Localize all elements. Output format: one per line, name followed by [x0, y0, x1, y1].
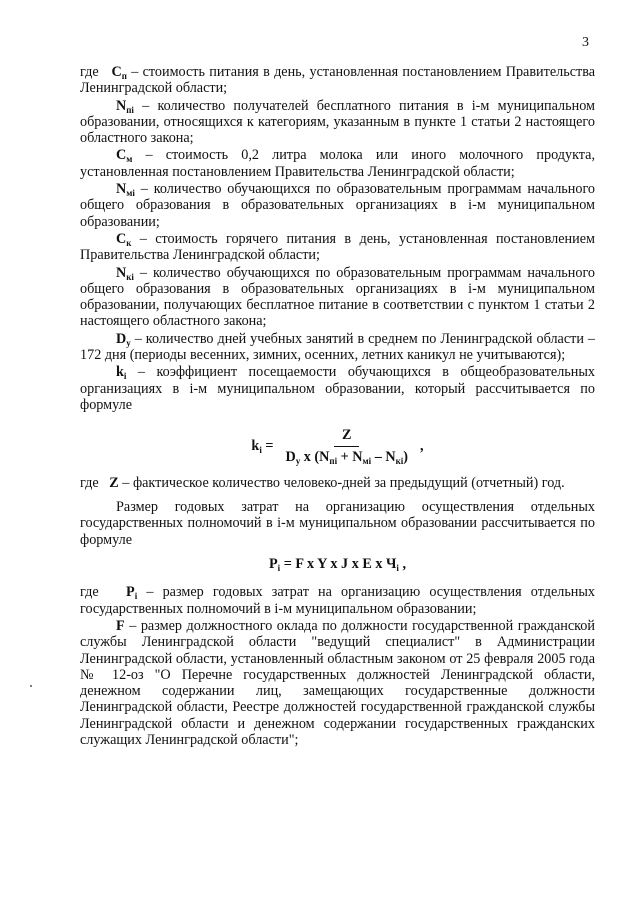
rhs-subscript: i	[396, 563, 399, 574]
equals-sign: =	[261, 437, 274, 454]
definition-text: – количество получателей бесплатного питания в i-м муниципальном образовании, относящихся к категориям, указанным в пункте 1 статьи 2 настоящего областного закона;	[80, 97, 595, 147]
subscript: пi	[126, 104, 134, 115]
subscript: i	[134, 591, 138, 602]
den-subscript: мi	[362, 455, 372, 466]
subscript: м	[126, 154, 133, 165]
where-word: где	[80, 64, 99, 80]
formula-lhs	[251, 438, 273, 454]
den-part: )	[403, 448, 409, 465]
symbol: F	[116, 617, 125, 634]
definition-npi	[80, 98, 595, 147]
definition-text: – размер годовых затрат на организацию осуществления отдельных государственных полномочий в i-м муниципальном образовании;	[80, 584, 596, 617]
symbol: N	[116, 181, 127, 198]
definition-cp	[80, 64, 595, 97]
numerator: Z	[334, 427, 359, 446]
subscript: п	[121, 71, 127, 81]
formula-ki	[80, 427, 595, 465]
definition-text: – стоимость горячего питания в день, установленная постановлением Правительства Ленинградской области;	[80, 230, 595, 264]
definition-text: – количество дней учебных занятий в среднем по Ленинградской области – 172 дня (периоды весенних, зимних, осенних, летних каникул не учитываются);	[80, 330, 595, 364]
denominator	[277, 447, 416, 465]
symbol: D	[116, 330, 127, 347]
definition-nmi	[80, 181, 595, 230]
lhs-subscript: i	[277, 563, 281, 574]
lhs-subscript: i	[259, 444, 262, 455]
symbol: P	[126, 584, 135, 601]
formula-pi	[80, 556, 595, 572]
definition-ck	[80, 231, 595, 264]
definition-text: – количество обучающихся по образовательным программам начального общего образования в образовательных организациях в i-м муниципальном образовании;	[80, 181, 595, 230]
symbol: Z	[109, 474, 119, 491]
symbol: C	[116, 147, 127, 164]
den-part: + N	[337, 448, 363, 465]
definition-text: – стоимость питания в день, установленная постановлением Правительства Ленинградской области;	[80, 64, 596, 97]
fraction	[277, 427, 416, 465]
definition-dy	[80, 331, 595, 364]
document-body	[80, 64, 595, 749]
definition-text: – фактическое количество человеко-дней за предыдущий (отчетный) год.	[118, 474, 565, 491]
definition-text: – размер должностного оклада по должности государственной гражданской службы Ленинградской области "ведущий специалист" в Администрации Ленинградской области, установленный областным законом от 25 февраля 2005 года № 12-оз "О Перечне государственных должностей Ленинградской области, денежном содержании лиц, замещающих государственные должности Ленинградской области, Реестре должностей государственной гражданской службы Ленинградской области и денежном содержании государственных гражданских служащих Ленинградской области";	[80, 617, 595, 748]
definition-pi	[80, 584, 595, 617]
subscript: к	[126, 237, 132, 248]
formula-tail: ,	[398, 556, 407, 573]
definition-text: – количество обучающихся по образовательным программам начального общего образования в образовательных организациях в i-м муниципальном образовании, получающих бесплатное питание в соответствии с пунктом 1 статьи 2 настоящего областного закона;	[80, 264, 595, 330]
definition-nki	[80, 265, 595, 330]
definition-text: – коэффициент посещаемости обучающихся в общеобразовательных организациях в i-м муниципальном образовании, который рассчитывается по формуле	[80, 364, 595, 413]
symbol: k	[116, 364, 124, 381]
den-subscript: кi	[395, 455, 404, 466]
formula-tail: ,	[420, 437, 424, 454]
symbol: C	[116, 230, 127, 247]
definition-ki	[80, 364, 595, 413]
rhs-expression: = F x Y x J x E x Ч	[280, 556, 397, 573]
den-subscript: у	[295, 455, 301, 466]
where-word: где	[80, 584, 99, 601]
subscript: i	[123, 371, 127, 382]
den-part: – N	[371, 448, 396, 465]
symbol: C	[111, 64, 122, 80]
den-part: D	[285, 448, 296, 465]
page-number: 3	[582, 35, 589, 50]
symbol: N	[116, 264, 127, 281]
definition-z	[80, 475, 595, 491]
scan-speck	[30, 685, 32, 687]
lhs-symbol: k	[251, 437, 260, 454]
definition-cm	[80, 147, 595, 180]
subscript: у	[126, 337, 131, 348]
subscript: мi	[126, 188, 135, 199]
paragraph-annual-costs: Размер годовых затрат на организацию осуществления отдельных государственных полномочий в i-м муниципальном образовании рассчитывается по формуле	[80, 499, 595, 548]
den-part: x (N	[300, 448, 330, 465]
lhs-symbol: P	[268, 556, 278, 573]
symbol: N	[116, 97, 127, 114]
definition-text: – стоимость 0,2 литра молока или иного молочного продукта, установленная постановлением Правительства Ленинградской области;	[80, 147, 595, 180]
where-word: где	[80, 474, 99, 491]
subscript: кi	[126, 271, 134, 282]
definition-f	[80, 618, 595, 748]
den-subscript: пi	[329, 455, 338, 466]
